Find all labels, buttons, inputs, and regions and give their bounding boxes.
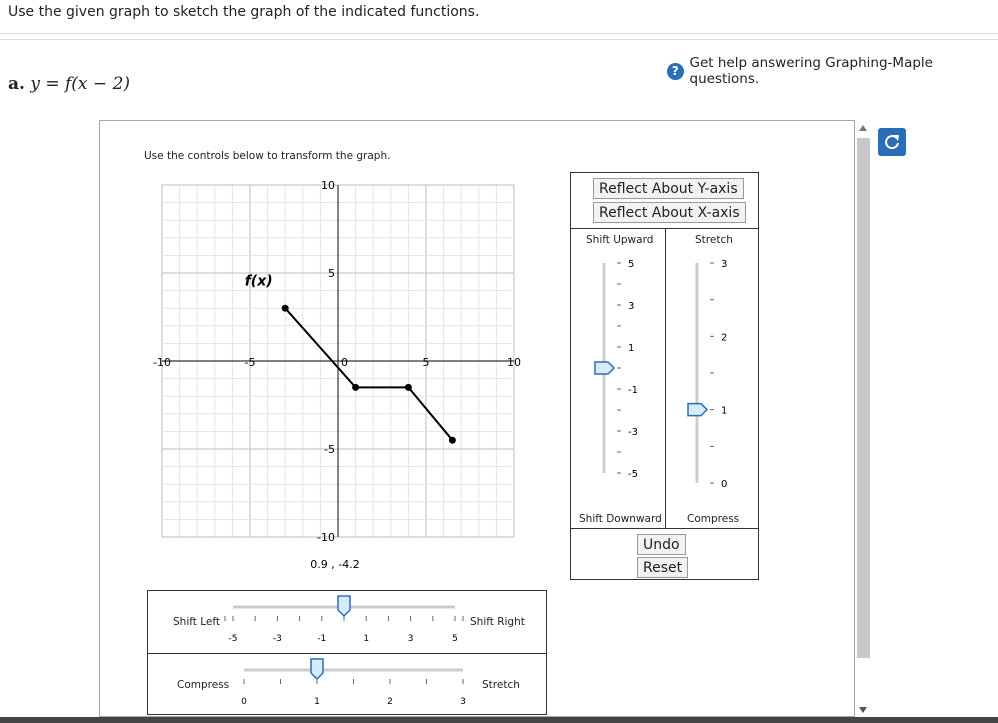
slider-handle <box>338 596 350 616</box>
slider-tick-label: 1 <box>628 343 635 354</box>
help-link-text[interactable]: Get help answering Graphing-Maple questions. <box>689 55 933 87</box>
shift-right-label: Shift Right <box>470 616 525 628</box>
vertical-stretch-slider[interactable] <box>688 259 727 490</box>
slider-tick-label: 0 <box>721 479 728 490</box>
applet-caption: Use the controls below to transform the graph. <box>144 150 391 162</box>
bottom-bar <box>0 717 998 723</box>
equation: y = f(x − 2) <box>30 74 131 94</box>
y-tick-label: -5 <box>324 443 335 456</box>
slider-tick-label: 3 <box>721 259 728 270</box>
slider-tick-label: -1 <box>317 634 327 644</box>
horizontal-shift-slider[interactable] <box>225 596 463 644</box>
x-tick-label: -5 <box>244 356 256 369</box>
slider-tick-label: -3 <box>628 427 638 438</box>
slider-tick-label: -3 <box>272 634 282 644</box>
help-link[interactable] <box>667 55 998 87</box>
undo-button[interactable]: Undo <box>637 534 686 555</box>
refresh-button[interactable] <box>878 128 906 156</box>
x-tick-label: 10 <box>507 356 521 369</box>
slider-tick-label: -5 <box>628 469 638 480</box>
data-point <box>449 437 456 444</box>
divider <box>571 528 758 529</box>
slider-tick-label: 1 <box>363 634 370 644</box>
shift-left-label: Shift Left <box>173 616 220 628</box>
slider-tick-label: 2 <box>721 332 728 344</box>
y-tick-label: -10 <box>317 531 335 544</box>
data-point <box>405 384 412 391</box>
scroll-up-icon[interactable] <box>858 124 868 132</box>
compress-label: Compress <box>687 513 740 525</box>
function-label: f(x) <box>244 273 273 290</box>
slider-tick-label: -5 <box>228 634 238 644</box>
slider-handle <box>595 362 614 374</box>
horizontal-stretch-slider[interactable] <box>241 659 466 707</box>
y-tick-label: 5 <box>328 267 335 280</box>
slider-tick-label: -1 <box>628 385 638 396</box>
slider-handle <box>688 404 707 416</box>
scrollbar-thumb[interactable] <box>857 138 870 658</box>
x-tick-label: 0 <box>341 356 348 369</box>
y-tick-label: 10 <box>321 179 335 192</box>
slider-tick-label: 1 <box>314 697 320 707</box>
coordinate-readout: 0.9 , -4.2 <box>310 558 360 571</box>
data-point <box>282 305 289 312</box>
h-stretch-label: Stretch <box>482 679 520 691</box>
slider-tick-label: 5 <box>452 634 458 644</box>
slider-tick-label: 3 <box>460 697 466 707</box>
slider-tick-label: 2 <box>387 697 393 707</box>
scroll-down-icon[interactable] <box>858 706 868 714</box>
refresh-icon[interactable] <box>883 133 901 151</box>
shift-downward-label: Shift Downward <box>579 513 662 525</box>
horizontal-sliders <box>147 590 547 715</box>
question-label <box>8 74 130 94</box>
reflect-y-button[interactable]: Reflect About Y-axis <box>593 178 744 199</box>
question-icon[interactable]: ? <box>667 63 684 80</box>
slider-handle <box>311 659 323 679</box>
divider <box>0 33 998 34</box>
x-tick-label: -10 <box>153 356 171 369</box>
slider-tick-label: 0 <box>241 697 247 707</box>
instructions-text: Use the given graph to sketch the graph of the indicated functions. <box>8 4 480 20</box>
reflect-x-button[interactable]: Reflect About X-axis <box>593 202 746 223</box>
part-label: a. <box>8 74 25 94</box>
shift-upward-label: Shift Upward <box>586 234 654 246</box>
divider <box>0 39 998 40</box>
stretch-label: Stretch <box>695 234 733 246</box>
slider-tick-label: 3 <box>628 301 635 312</box>
slider-tick-label: 5 <box>628 259 635 270</box>
function-graph[interactable] <box>140 175 530 585</box>
reset-button[interactable]: Reset <box>637 557 688 578</box>
transform-controls-panel <box>570 172 759 580</box>
vertical-shift-slider[interactable] <box>595 259 638 480</box>
slider-tick-label: 3 <box>407 634 414 644</box>
h-compress-label: Compress <box>177 679 230 691</box>
vertical-sliders <box>571 248 758 498</box>
x-tick-label: 5 <box>422 356 430 369</box>
data-point <box>352 384 359 391</box>
slider-tick-label: 1 <box>721 405 728 417</box>
